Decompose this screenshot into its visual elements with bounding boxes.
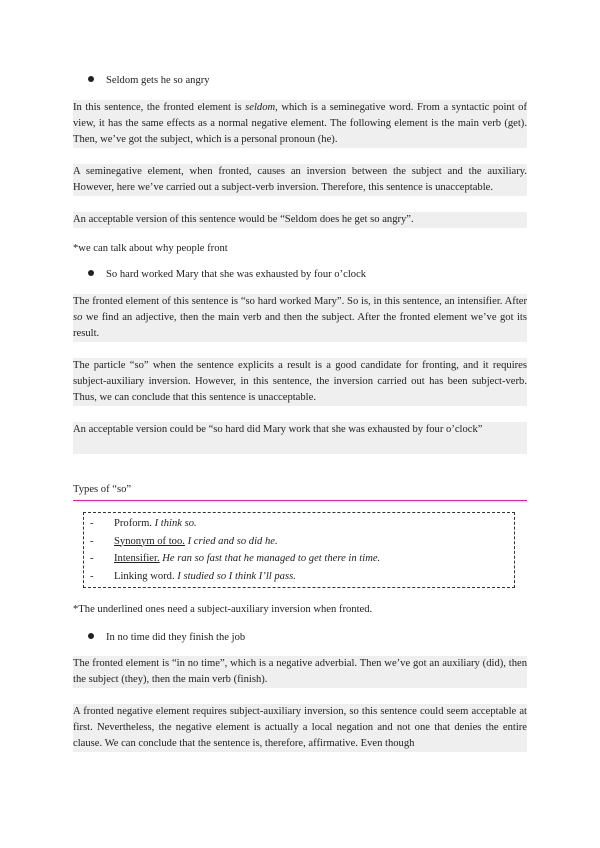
list-item: - Proform. I think so. — [90, 518, 197, 529]
types-box — [83, 512, 515, 588]
bullet-dot-icon — [88, 76, 94, 82]
paragraph: The fronted element of this sentence is “so hard worked Mary”. So is, in this sentence, an intensifier. After so we find an adjective, then the main verb and then the subject. After the fronted element we’ve got its result. — [73, 294, 527, 342]
bullet-text: Seldom gets he so angry — [106, 75, 210, 86]
italic-term: seldom — [245, 102, 276, 113]
bullet-dot-icon — [88, 633, 94, 639]
paragraph: A seminegative element, when fronted, causes an inversion between the subject and the auxiliary. However, here we’ve carried out a subject-verb inversion. Therefore, this sentence is unacceptable. — [73, 164, 527, 196]
paragraph: A fronted negative element requires subject-auxiliary inversion, so this sentence could seem acceptable at first. Nevertheless, the negative element is actually a local negation and not one that denies the entire clause. We can conclude that the sentence is, therefore, affirmative. Even though — [73, 704, 527, 752]
bullet-item — [88, 74, 210, 88]
bullet-text: So hard worked Mary that she was exhausted by four o’clock — [106, 269, 367, 280]
section-heading: Types of “so” — [73, 484, 132, 495]
paragraph: An acceptable version of this sentence would be “Seldom does he get so angry”. — [73, 212, 527, 228]
bullet-text: In no time did they finish the job — [106, 632, 246, 643]
bullet-item — [88, 631, 245, 645]
footnote: *we can talk about why people front — [73, 243, 228, 254]
paragraph: In this sentence, the fronted element is seldom, which is a seminegative word. From a syntactic point of view, it has the same effects as a normal negative element. The following element is the main verb (get). Then, we’ve got the subject, which is a personal pronoun (he). — [73, 100, 527, 148]
paragraph: The fronted element is “in no time”, which is a negative adverbial. Then we’ve got an auxiliary (did), then the subject (they), then the main verb (finish). — [73, 656, 527, 688]
heading-rule — [73, 500, 527, 501]
bullet-item — [88, 268, 366, 282]
italic-term: so — [73, 312, 83, 323]
bullet-dot-icon — [88, 270, 94, 276]
list-item: - Intensifier. He ran so fast that he managed to get there in time. — [90, 553, 381, 564]
list-item: - Linking word. I studied so I think I’ll pass. — [90, 570, 296, 582]
paragraph: The particle “so” when the sentence explicits a result is a good candidate for fronting, and it requires subject-auxiliary inversion. However, in this sentence, the inversion carried out has been subject-verb. Thus, we can conclude that this sentence is unacceptable. — [73, 358, 527, 406]
list-item: - Synonym of too. I cried and so did he. — [90, 535, 278, 547]
footnote: *The underlined ones need a subject-auxiliary inversion when fronted. — [73, 604, 373, 615]
paragraph: An acceptable version could be “so hard did Mary work that she was exhausted by four o’clock” — [73, 422, 527, 454]
